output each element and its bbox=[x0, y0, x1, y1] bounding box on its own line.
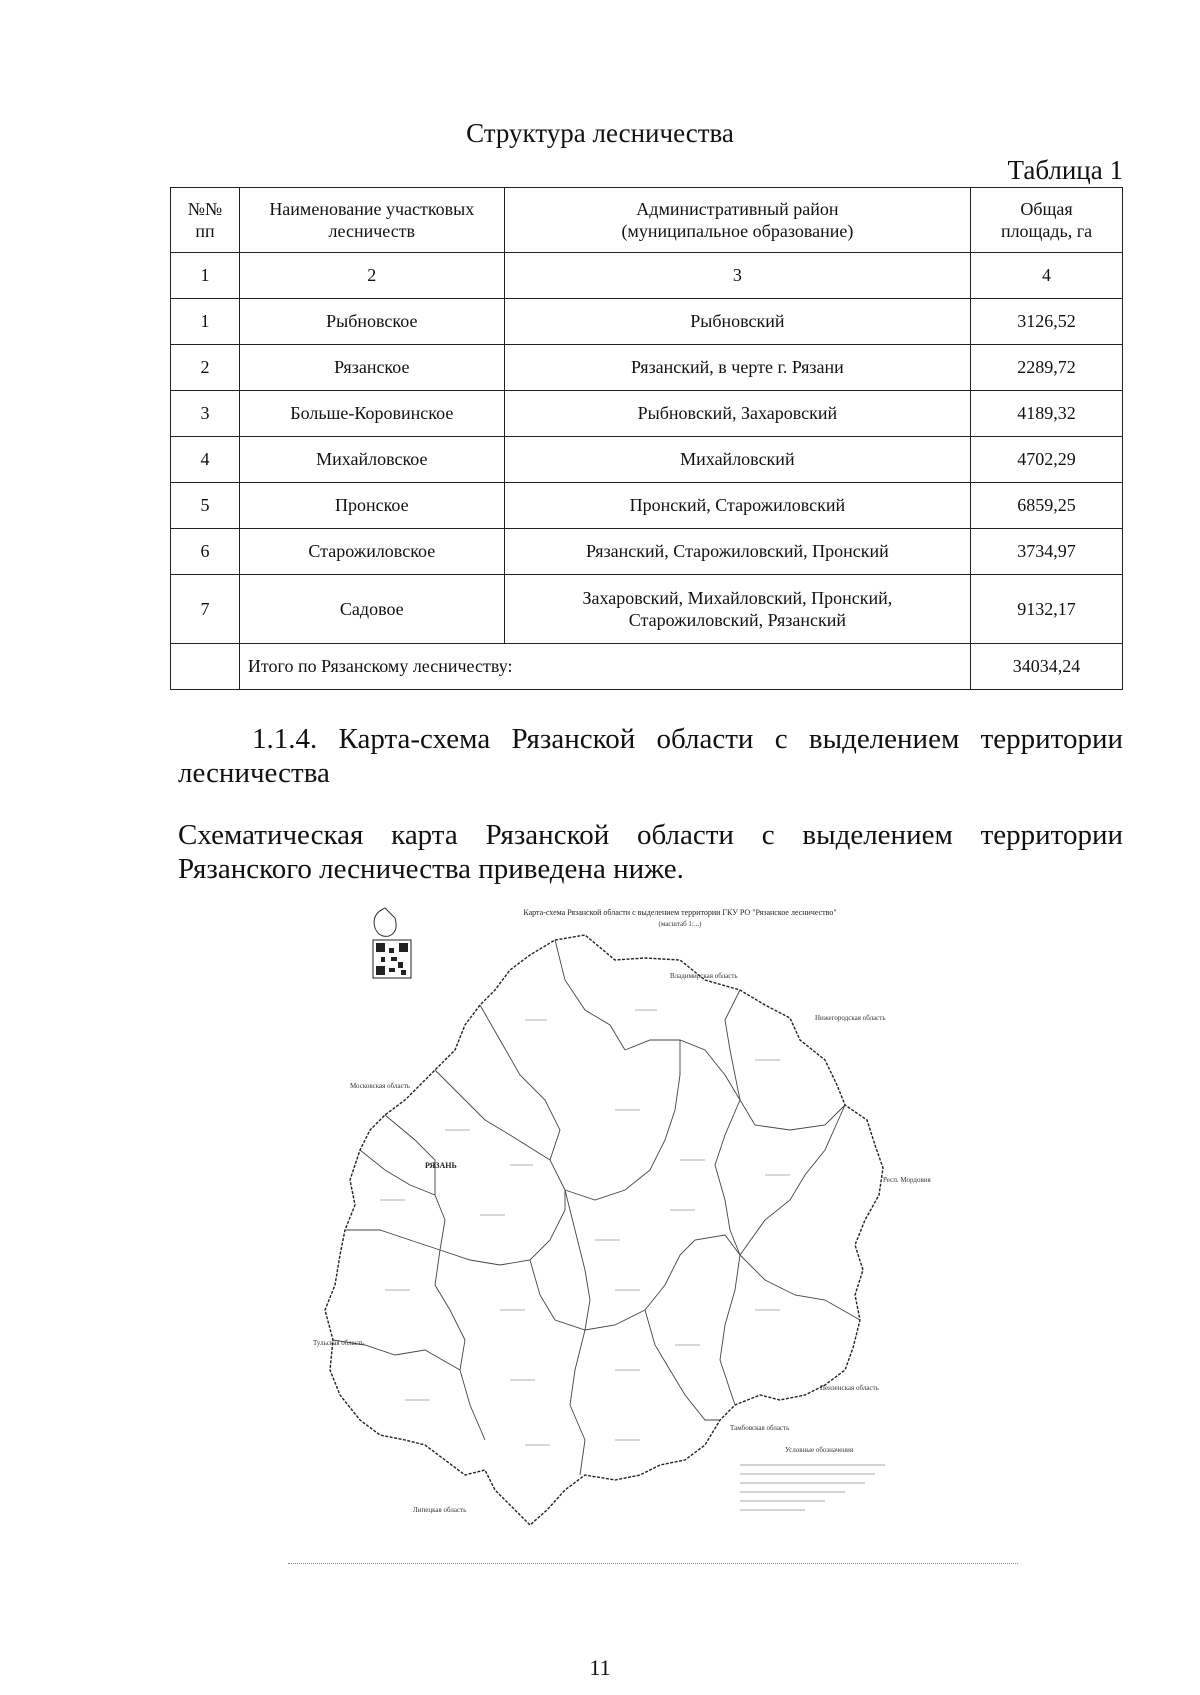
index-cell: 3 bbox=[504, 253, 970, 299]
header-number bbox=[171, 188, 240, 253]
header-district bbox=[504, 188, 970, 253]
table-total-row bbox=[171, 644, 1123, 690]
table-row bbox=[171, 299, 1123, 345]
label-moscow: Московская область bbox=[350, 1082, 410, 1090]
row-district: Пронский, Старожиловский bbox=[504, 483, 970, 529]
header-area-text: Общая площадь, га bbox=[1000, 198, 1093, 241]
row-area: 4189,32 bbox=[971, 391, 1123, 437]
document-title: Структура лесничества bbox=[466, 118, 734, 148]
page-number: 11 bbox=[589, 1655, 611, 1680]
row-number: 4 bbox=[171, 437, 240, 483]
table-index-row bbox=[171, 253, 1123, 299]
table-row bbox=[171, 345, 1123, 391]
table-row bbox=[171, 483, 1123, 529]
label-nizhny: Нижегородская область bbox=[815, 1014, 886, 1022]
row-area: 9132,17 bbox=[971, 575, 1123, 644]
label-penza: Пензенская область bbox=[820, 1384, 879, 1392]
header-number-text: №№ пп bbox=[187, 198, 223, 241]
row-area: 3126,52 bbox=[971, 299, 1123, 345]
table-row bbox=[171, 437, 1123, 483]
row-number: 6 bbox=[171, 529, 240, 575]
label-lipetsk: Липецкая область bbox=[413, 1506, 467, 1514]
row-name: Старожиловское bbox=[239, 529, 504, 575]
total-value: 34034,24 bbox=[971, 644, 1123, 690]
index-cell: 1 bbox=[171, 253, 240, 299]
map-header: Карта-схема Рязанской области с выделением территории ГКУ РО "Рязанское лесничество" bbox=[523, 908, 837, 917]
section-heading-line2: лесничества bbox=[178, 757, 330, 789]
district-label-marks bbox=[380, 1010, 790, 1445]
table-row bbox=[171, 391, 1123, 437]
label-mordovia: Респ. Мордовия bbox=[883, 1176, 931, 1184]
row-area: 3734,97 bbox=[971, 529, 1123, 575]
header-name-text: Наименование участковых лесничеств bbox=[269, 198, 475, 241]
row-district: Рыбновский, Захаровский bbox=[504, 391, 970, 437]
section-heading bbox=[178, 722, 1123, 790]
row-district: Рыбновский bbox=[504, 299, 970, 345]
map-legend bbox=[740, 1446, 885, 1510]
index-cell: 2 bbox=[239, 253, 504, 299]
row-district: Рязанский, в черте г. Рязани bbox=[504, 345, 970, 391]
row-district-text: Захаровский, Михайловский, Пронский, Старожиловский, Рязанский bbox=[582, 587, 893, 630]
row-name: Рыбновское bbox=[239, 299, 504, 345]
row-area: 2289,72 bbox=[971, 345, 1123, 391]
row-number: 1 bbox=[171, 299, 240, 345]
table-caption: Таблица 1 bbox=[1007, 155, 1123, 185]
district-boundaries bbox=[333, 940, 860, 1475]
row-name: Больше-Коровинское bbox=[239, 391, 504, 437]
map-subheader: (масштаб 1:...) bbox=[658, 920, 702, 928]
row-number: 5 bbox=[171, 483, 240, 529]
total-empty-cell bbox=[171, 644, 240, 690]
row-number: 7 bbox=[171, 575, 240, 644]
header-district-text: Административный район (муниципальное образование) bbox=[621, 198, 854, 241]
row-name: Рязанское bbox=[239, 345, 504, 391]
row-number: 2 bbox=[171, 345, 240, 391]
row-district bbox=[504, 575, 970, 644]
intro-paragraph bbox=[178, 818, 1123, 886]
label-city: РЯЗАНЬ bbox=[425, 1161, 457, 1170]
table-row bbox=[171, 575, 1123, 644]
row-name: Михайловское bbox=[239, 437, 504, 483]
intro-line1: Схематическая карта Рязанской области с выделением территории bbox=[178, 819, 1123, 851]
region-outline bbox=[325, 935, 883, 1525]
row-area: 4702,29 bbox=[971, 437, 1123, 483]
table-row bbox=[171, 529, 1123, 575]
index-cell: 4 bbox=[971, 253, 1123, 299]
row-number: 3 bbox=[171, 391, 240, 437]
forestry-structure-table bbox=[170, 187, 1123, 690]
label-tula: Тульская область bbox=[313, 1339, 365, 1347]
row-area: 6859,25 bbox=[971, 483, 1123, 529]
intro-line2: Рязанского лесничества приведена ниже. bbox=[178, 853, 684, 885]
section-heading-line1: 1.1.4. Карта-схема Рязанской области с выделением территории bbox=[252, 723, 1123, 755]
label-tambov: Тамбовская область bbox=[730, 1424, 790, 1432]
total-label: Итого по Рязанскому лесничеству: bbox=[239, 644, 970, 690]
map-bottom-rule bbox=[288, 1563, 1018, 1564]
label-vladimir: Владимирская область bbox=[670, 972, 738, 980]
table-header-row bbox=[171, 188, 1123, 253]
qr-code-icon bbox=[373, 940, 411, 978]
region-map bbox=[285, 900, 1015, 1560]
row-name: Садовое bbox=[239, 575, 504, 644]
legend-title: Условные обозначения bbox=[785, 1446, 854, 1454]
emblem-icon bbox=[374, 908, 396, 936]
row-district: Рязанский, Старожиловский, Пронский bbox=[504, 529, 970, 575]
row-name: Пронское bbox=[239, 483, 504, 529]
header-name bbox=[239, 188, 504, 253]
header-area bbox=[971, 188, 1123, 253]
row-district: Михайловский bbox=[504, 437, 970, 483]
